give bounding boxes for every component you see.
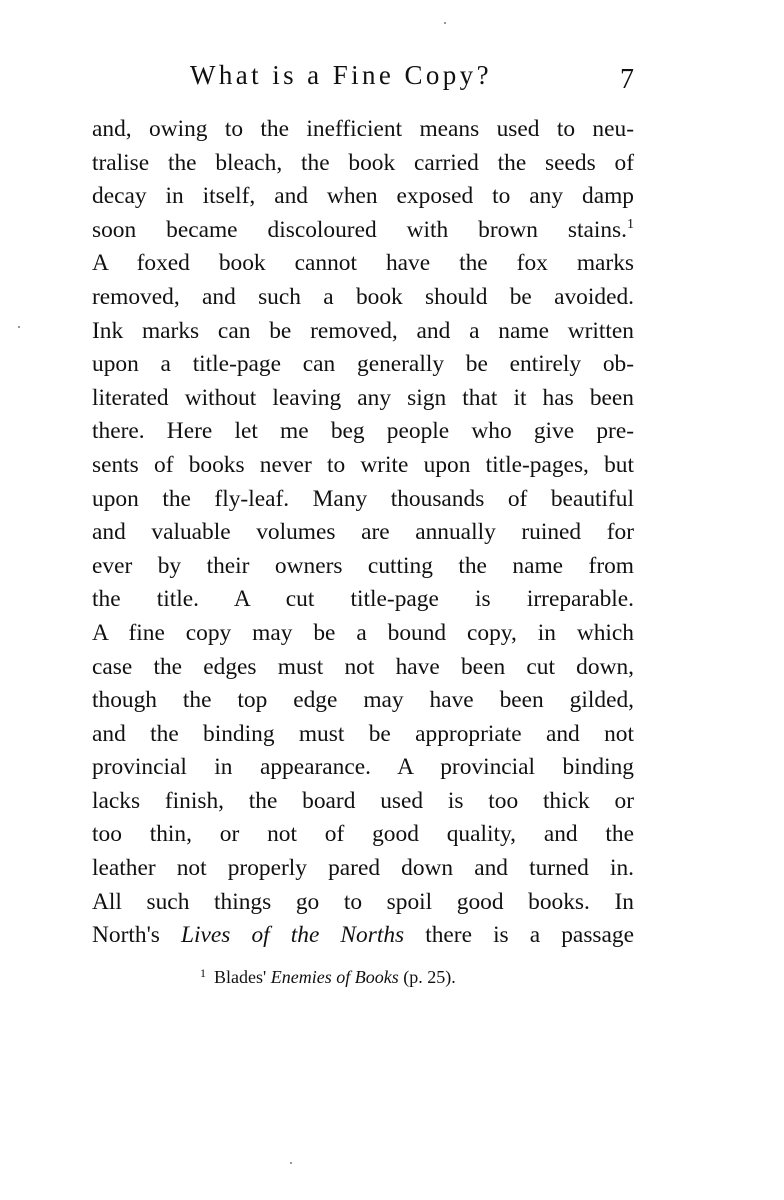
text-segment: there is a passage	[404, 922, 634, 949]
text-line: upon a title-page can generally be entirely ob-	[92, 351, 634, 378]
text-line: removed, and such a book should be avoided.	[92, 283, 634, 310]
text-line: literated without leaving any sign that it has been	[92, 384, 634, 411]
book-title-italic: Lives of the Norths	[180, 922, 405, 949]
footnote-reference: 1	[627, 216, 634, 232]
page-number: 7	[620, 64, 634, 95]
text-line: case the edges must not have been cut down,	[92, 653, 634, 680]
text-line: lacks finish, the board used is too thick or	[92, 787, 634, 814]
text-line: the title. A cut title-page is irreparable.	[92, 586, 634, 613]
paper-speck	[290, 1162, 292, 1164]
text-line: sents of books never to write upon title-pages, but	[92, 451, 634, 478]
text-line: and the binding must be appropriate and not	[92, 720, 634, 747]
text-line: A foxed book cannot have the fox marks	[92, 250, 634, 277]
paper-speck	[18, 326, 20, 328]
footnote-prefix: Blades'	[214, 967, 271, 987]
body-text	[92, 113, 634, 953]
text-line: decay in itself, and when exposed to any damp	[92, 183, 634, 210]
text-line: and, owing to the inefficient means used to neu-	[92, 116, 634, 142]
text-line-last	[92, 919, 634, 953]
footnote	[200, 960, 620, 990]
text-line: provincial in appearance. A provincial binding	[92, 754, 634, 781]
text-segment: North's	[92, 922, 181, 949]
text-line: though the top edge may have been gilded,	[92, 687, 634, 714]
text-line: ever by their owners cutting the name from	[92, 552, 634, 579]
footnote-suffix: (p. 25).	[398, 967, 456, 987]
text-line: there. Here let me beg people who give pre-	[92, 418, 634, 445]
paper-speck	[444, 22, 446, 24]
text-line: A fine copy may be a bound copy, in which	[92, 619, 634, 646]
text-line-content: soon became discoloured with brown stains.	[92, 216, 627, 243]
footnote-book-title: Enemies of Books	[270, 967, 399, 987]
text-line: leather not properly pared down and turned in.	[92, 855, 634, 882]
text-line: tralise the bleach, the book carried the seeds of	[92, 149, 634, 176]
text-line: upon the fly-leaf. Many thousands of beautiful	[92, 485, 634, 512]
footnote-mark: 1	[200, 966, 206, 980]
page-header	[92, 60, 640, 100]
text-line: Ink marks can be removed, and a name written	[92, 317, 634, 344]
text-line: too thin, or not of good quality, and the	[92, 821, 634, 848]
running-title: What is a Fine Copy?	[190, 60, 492, 90]
text-line: and valuable volumes are annually ruined for	[92, 519, 634, 546]
text-line-with-footnote-ref	[92, 214, 634, 248]
text-line: All such things go to spoil good books. In	[92, 888, 634, 915]
